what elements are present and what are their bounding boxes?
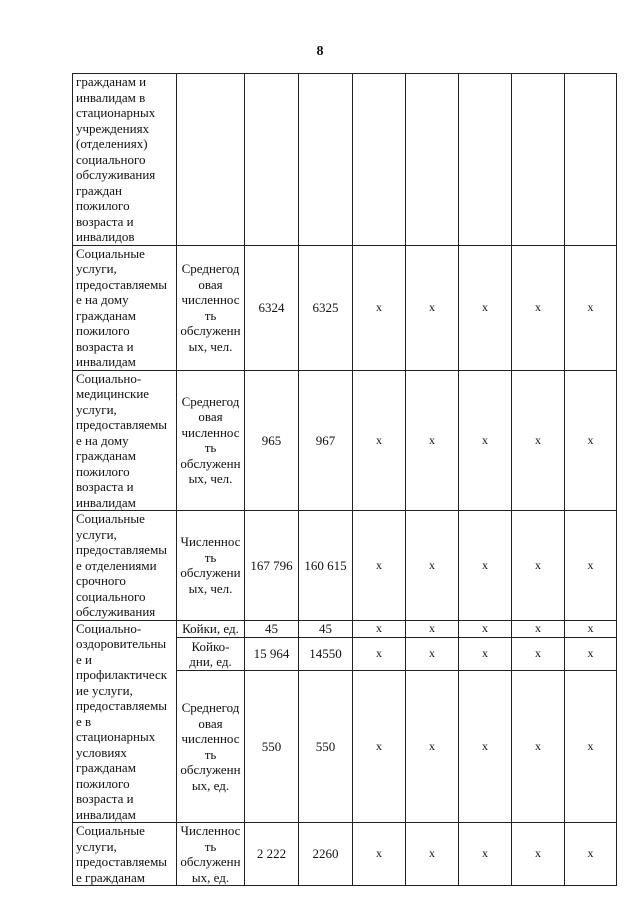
value-cell: 967 [299, 370, 353, 511]
value-cell: 45 [245, 620, 299, 637]
value-cell: x [406, 620, 459, 637]
table-row [73, 370, 617, 511]
value-cell: 160 615 [299, 511, 353, 621]
value-cell: 14550 [299, 637, 353, 670]
unit-cell [177, 74, 245, 246]
value-cell: x [353, 637, 406, 670]
value-cell: x [459, 823, 512, 886]
value-cell: x [565, 823, 617, 886]
value-cell [406, 74, 459, 246]
value-cell: x [512, 671, 565, 823]
value-cell: x [353, 823, 406, 886]
service-name-cell: Социально- медицинские услуги, предоставляемы е на дому гражданам пожилого возраста и инвалидам [73, 370, 177, 511]
page-number: 8 [316, 44, 324, 59]
service-name-cell: Социальные услуги, предоставляемы е гражданам [73, 823, 177, 886]
value-cell: 2260 [299, 823, 353, 886]
value-cell: x [406, 671, 459, 823]
value-cell: 45 [299, 620, 353, 637]
value-cell: x [512, 823, 565, 886]
unit-cell: Численнос ть обслуженн ых, ед. [177, 823, 245, 886]
value-cell [353, 74, 406, 246]
service-name-cell: Социальные услуги, предоставляемы е на дому гражданам пожилого возраста и инвалидам [73, 245, 177, 370]
value-cell: x [353, 671, 406, 823]
value-cell: x [459, 637, 512, 670]
value-cell [299, 74, 353, 246]
unit-cell: Среднегод овая численнос ть обслуженн ых, чел. [177, 245, 245, 370]
value-cell: x [565, 671, 617, 823]
value-cell: x [406, 370, 459, 511]
unit-cell: Койки, ед. [177, 620, 245, 637]
unit-cell: Среднегод овая численнос ть обслуженн ых, ед. [177, 671, 245, 823]
service-name-cell: Социально- оздоровительны е и профилактическ ие услуги, предоставляемы е в стационарных условиях гражданам пожилого возраста и инвалидам [73, 620, 177, 823]
value-cell: x [459, 370, 512, 511]
value-cell: 2 222 [245, 823, 299, 886]
table-row [73, 74, 617, 246]
value-cell: 15 964 [245, 637, 299, 670]
table-row [73, 245, 617, 370]
table-row [73, 620, 617, 637]
service-name-cell: гражданам и инвалидам в стационарных учреждениях (отделениях) социального обслуживания граждан пожилого возраста и инвалидов [73, 74, 177, 246]
unit-cell: Численнос ть обслужени ых, чел. [177, 511, 245, 621]
value-cell: x [512, 637, 565, 670]
value-cell: x [459, 245, 512, 370]
value-cell: 6325 [299, 245, 353, 370]
value-cell: x [353, 245, 406, 370]
table-row [73, 823, 617, 886]
value-cell: x [459, 671, 512, 823]
value-cell: x [565, 511, 617, 621]
value-cell: 965 [245, 370, 299, 511]
value-cell: x [406, 511, 459, 621]
value-cell: x [406, 245, 459, 370]
value-cell: 550 [245, 671, 299, 823]
value-cell: x [512, 370, 565, 511]
value-cell: 167 796 [245, 511, 299, 621]
value-cell [512, 74, 565, 246]
value-cell: 550 [299, 671, 353, 823]
value-cell: x [565, 620, 617, 637]
value-cell: 6324 [245, 245, 299, 370]
unit-cell: Среднегод овая численнос ть обслуженн ых, чел. [177, 370, 245, 511]
value-cell [565, 74, 617, 246]
value-cell: x [459, 511, 512, 621]
value-cell: x [353, 511, 406, 621]
value-cell: x [406, 637, 459, 670]
value-cell: x [565, 245, 617, 370]
value-cell [245, 74, 299, 246]
value-cell: x [353, 370, 406, 511]
services-table [72, 73, 617, 886]
value-cell: x [565, 370, 617, 511]
unit-cell: Койко- дни, ед. [177, 637, 245, 670]
value-cell: x [512, 511, 565, 621]
value-cell: x [353, 620, 406, 637]
value-cell: x [565, 637, 617, 670]
value-cell: x [512, 620, 565, 637]
service-name-cell: Социальные услуги, предоставляемы е отделениями срочного социального обслуживания [73, 511, 177, 621]
value-cell [459, 74, 512, 246]
value-cell: x [406, 823, 459, 886]
value-cell: x [459, 620, 512, 637]
table-row [73, 511, 617, 621]
value-cell: x [512, 245, 565, 370]
